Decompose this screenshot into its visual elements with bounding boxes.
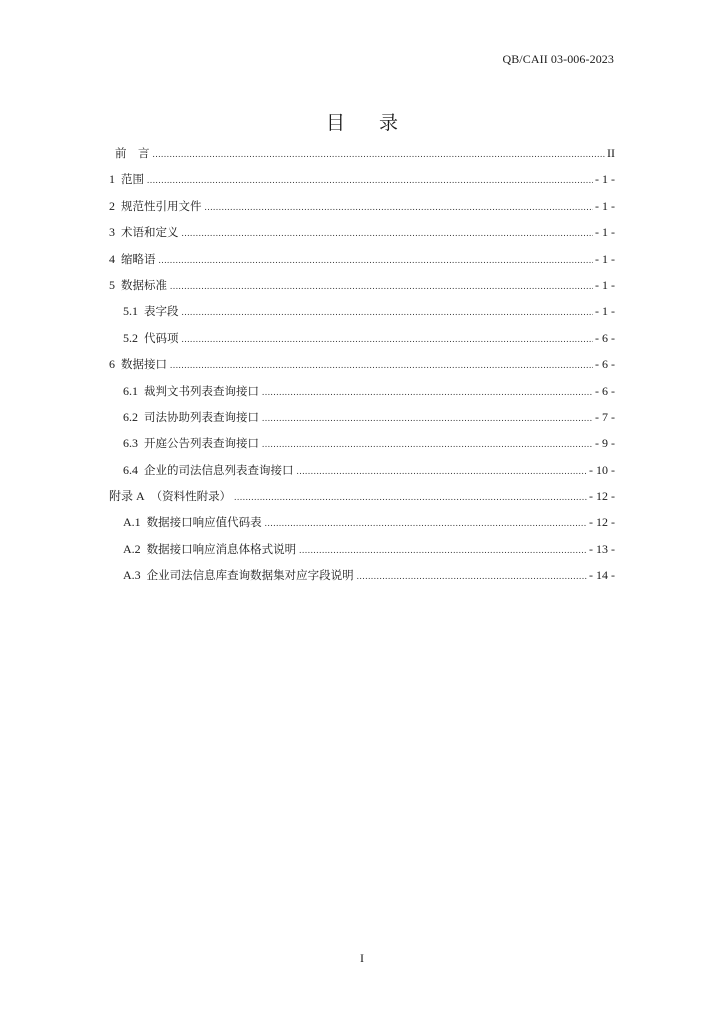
toc-entry-label: A.1 数据接口响应值代码表	[123, 515, 262, 530]
toc-entry-dataset-fields[interactable]	[109, 562, 615, 588]
toc-entry-page: - 1 -	[595, 172, 615, 187]
toc-leader-dots	[262, 405, 593, 431]
toc-entry-normative-references[interactable]	[109, 193, 615, 219]
toc-leader-dots	[262, 379, 593, 405]
toc-entry-page: - 9 -	[595, 436, 615, 451]
toc-entry-page: - 1 -	[595, 251, 615, 266]
toc-entry-enterprise-judicial-query[interactable]	[109, 457, 615, 483]
toc-leader-dots	[182, 326, 594, 352]
document-code: QB/CAII 03-006-2023	[502, 52, 614, 66]
toc-entry-page: - 7 -	[595, 409, 615, 424]
toc-entry-code-items[interactable]	[109, 325, 615, 351]
toc-entry-label: 6.1 裁判文书列表查询接口	[123, 383, 259, 398]
toc-entry-label: 6.4 企业的司法信息列表查询接口	[123, 462, 294, 477]
toc-leader-dots	[297, 458, 588, 484]
toc-entry-foreword[interactable]	[109, 140, 615, 166]
toc-entry-label: 5 数据标准	[109, 277, 167, 292]
toc-entry-page: - 1 -	[595, 225, 615, 240]
toc-entry-page: - 6 -	[595, 383, 615, 398]
toc-leader-dots	[182, 220, 594, 246]
page-number: I	[360, 951, 364, 965]
toc-entry-abbreviations[interactable]	[109, 246, 615, 272]
toc-leader-dots	[170, 273, 593, 299]
toc-leader-dots	[262, 431, 593, 457]
toc-leader-dots	[182, 299, 594, 325]
toc-entry-scope[interactable]	[109, 166, 615, 192]
toc-entry-page: - 14 -	[589, 568, 615, 583]
toc-entry-page: - 1 -	[595, 198, 615, 213]
toc-entry-page: - 6 -	[595, 330, 615, 345]
toc-leader-dots	[153, 141, 606, 167]
toc-entry-response-code-table[interactable]	[109, 509, 615, 535]
toc-entry-label: 附录 A （资料性附录）	[109, 489, 232, 504]
table-of-contents	[109, 140, 615, 589]
toc-entry-page: - 13 -	[589, 541, 615, 556]
toc-entry-page: - 12 -	[589, 489, 615, 504]
toc-entry-label: 3 术语和定义	[109, 225, 179, 240]
toc-entry-appendix-a[interactable]	[109, 483, 615, 509]
toc-entry-label: 4 缩略语	[109, 251, 156, 266]
toc-leader-dots	[159, 247, 594, 273]
toc-entry-label: A.2 数据接口响应消息体格式说明	[123, 541, 297, 556]
toc-entry-response-format[interactable]	[109, 536, 615, 562]
toc-entry-table-fields[interactable]	[109, 298, 615, 324]
toc-entry-page: - 1 -	[595, 304, 615, 319]
toc-entry-terms[interactable]	[109, 219, 615, 245]
toc-entry-label: 5.1 表字段	[123, 304, 179, 319]
toc-leader-dots	[147, 167, 593, 193]
toc-entry-label: 6.3 开庭公告列表查询接口	[123, 436, 259, 451]
toc-title: 目 录	[325, 112, 413, 134]
toc-entry-judgment-query[interactable]	[109, 378, 615, 404]
toc-entry-page: - 1 -	[595, 277, 615, 292]
toc-entry-page: - 10 -	[589, 462, 615, 477]
toc-entry-page: - 12 -	[589, 515, 615, 530]
toc-leader-dots	[299, 537, 587, 563]
toc-entry-page: II	[607, 146, 615, 160]
toc-entry-label: 6.2 司法协助列表查询接口	[123, 409, 259, 424]
toc-entry-label: 2 规范性引用文件	[109, 198, 202, 213]
toc-entry-label: 5.2 代码项	[123, 330, 179, 345]
toc-entry-judicial-assistance-query[interactable]	[109, 404, 615, 430]
toc-entry-data-standard[interactable]	[109, 272, 615, 298]
toc-leader-dots	[357, 563, 587, 589]
toc-entry-data-interface[interactable]	[109, 351, 615, 377]
toc-leader-dots	[265, 510, 587, 536]
toc-leader-dots	[205, 194, 594, 220]
toc-entry-label: 前 言	[115, 146, 150, 160]
toc-entry-label: A.3 企业司法信息库查询数据集对应字段说明	[123, 568, 354, 583]
toc-leader-dots	[234, 484, 587, 510]
toc-entry-court-notice-query[interactable]	[109, 430, 615, 456]
toc-leader-dots	[170, 352, 593, 378]
toc-entry-label: 6 数据接口	[109, 357, 167, 372]
toc-entry-label: 1 范围	[109, 172, 144, 187]
toc-entry-page: - 6 -	[595, 357, 615, 372]
